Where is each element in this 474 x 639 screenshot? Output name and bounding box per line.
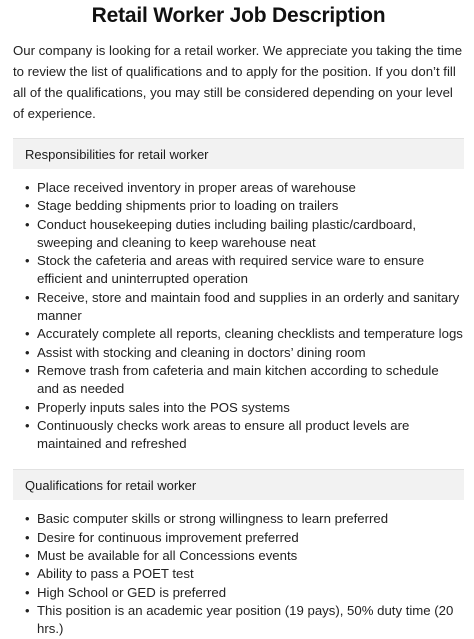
bullet-icon: • [25,529,30,545]
bullet-icon: • [25,417,30,433]
list-item-text: Continuously checks work areas to ensure all product levels are maintained and refreshed [37,417,410,452]
responsibilities-heading: Responsibilities for retail worker [13,138,464,169]
list-item [13,362,464,399]
bullet-icon: • [25,253,30,269]
list-item [13,510,464,528]
bullet-icon: • [25,362,30,378]
list-item-text: Basic computer skills or strong willingness to learn preferred [37,511,389,527]
bullet-icon: • [25,399,30,415]
list-item [13,252,464,289]
list-item [13,584,464,602]
qualifications-list [13,510,464,638]
bullet-icon: • [25,198,30,214]
list-item-text: Remove trash from cafeteria and main kitchen according to schedule and as needed [37,362,439,397]
list-item [13,344,464,362]
list-item [13,602,464,639]
page-title: Retail Worker Job Description [91,4,386,27]
list-item-text: Accurately complete all reports, cleaning checklists and temperature logs [37,326,463,342]
list-item-text: Place received inventory in proper areas of warehouse [37,180,356,195]
list-item [13,325,464,343]
list-item [13,565,464,583]
list-item [13,197,464,215]
qualifications-heading: Qualifications for retail worker [13,469,464,500]
bullet-icon: • [25,548,30,564]
list-item-text: This position is an academic year position (19 pays), 50% duty time (20 hrs.) [37,602,454,637]
bullet-icon: • [25,289,30,305]
list-item [13,289,464,326]
list-item-text: Properly inputs sales into the POS systems [37,399,290,415]
list-item [13,399,464,417]
bullet-icon: • [25,180,30,195]
intro-paragraph: Our company is looking for a retail worker. We appreciate you taking the time to review the list of qualifications and to apply for the position. If you don’t fill all of the qualifications, you may still be considered depending on your level of experience. [13,43,463,121]
list-item-text: Conduct housekeeping duties including bailing plastic/cardboard, sweeping and cleaning to keep warehouse neat [37,216,417,250]
list-item [13,216,464,253]
list-item-text: Desire for continuous improvement preferred [37,529,299,545]
bullet-icon: • [25,511,30,527]
bullet-icon: • [25,326,30,342]
responsibilities-list [13,179,464,453]
list-item [13,417,464,454]
bullet-icon: • [25,602,30,618]
list-item-text: Must be available for all Concessions events [37,548,298,564]
list-item-text: Stage bedding shipments prior to loading on trailers [37,198,339,214]
list-item [13,179,464,197]
list-item [13,547,464,565]
list-item-text: Assist with stocking and cleaning in doctors’ dining room [37,344,366,360]
bullet-icon: • [25,216,30,232]
list-item-text: Stock the cafeteria and areas with required service ware to ensure efficient and uninterrupted operation [37,253,425,287]
bullet-icon: • [25,344,30,360]
bullet-icon: • [25,584,30,600]
bullet-icon: • [25,566,30,582]
list-item-text: Ability to pass a POET test [37,566,194,582]
list-item-text: High School or GED is preferred [37,584,227,600]
list-item-text: Receive, store and maintain food and supplies in an orderly and sanitary manner [37,289,460,324]
list-item [13,529,464,547]
